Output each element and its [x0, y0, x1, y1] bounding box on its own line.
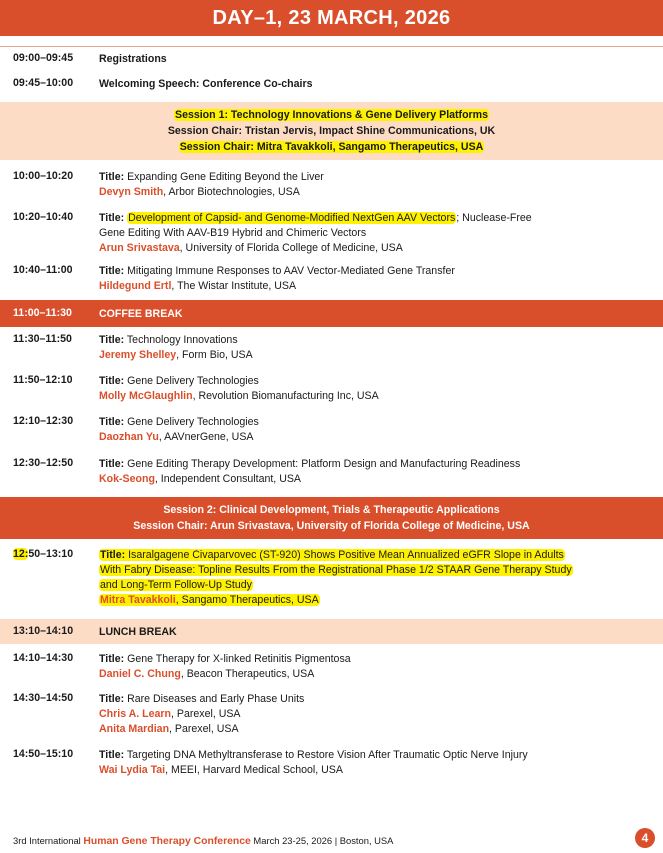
- agenda-row: [0, 748, 663, 782]
- coffee-break-band: [0, 300, 663, 327]
- session-title: Session 2: Clinical Development, Trials & Therapeutic Applications: [163, 504, 500, 516]
- talk-title: Gene Therapy for X-linked Retinitis Pigmentosa: [127, 653, 351, 665]
- time-slot-rest: 50–13:10: [28, 548, 74, 560]
- day-banner: DAY–1, 23 MARCH, 2026: [0, 0, 663, 36]
- speaker-affiliation: , Arbor Biotechnologies, USA: [163, 186, 300, 198]
- title-label: Title:: [100, 549, 126, 561]
- time-slot: 09:00–09:45: [13, 52, 74, 64]
- title-label: Title:: [99, 458, 125, 470]
- speaker-affiliation: , AAVnerGene, USA: [158, 431, 254, 443]
- speaker-affiliation: , Revolution Biomanufacturing Inc, USA: [192, 390, 379, 402]
- time-slot: 11:30–11:50: [13, 333, 72, 345]
- title-label: Title:: [99, 749, 125, 761]
- speaker-affiliation: , The Wistar Institute, USA: [171, 280, 297, 292]
- time-slot: 14:50–15:10: [13, 748, 74, 760]
- title-label: Title:: [99, 653, 125, 665]
- page-number: 4: [635, 828, 655, 848]
- agenda-row: [0, 264, 663, 298]
- talk-title-continued: Gene Editing With AAV-B19 Hybrid and Chimeric Vectors: [99, 227, 367, 239]
- title-label: Title:: [99, 375, 125, 387]
- speaker-name: Daniel C. Chung: [99, 668, 181, 680]
- session-chair: Session Chair: Arun Srivastava, University of Florida College of Medicine, USA: [133, 520, 530, 532]
- title-label: Title:: [99, 212, 125, 224]
- time-slot-highlighted: 12:: [13, 548, 29, 560]
- time-slot: 14:30–14:50: [13, 692, 74, 704]
- speaker-name: Jeremy Shelley: [99, 349, 177, 361]
- time-slot: 10:20–10:40: [13, 211, 74, 223]
- time-slot: 10:00–10:20: [13, 170, 74, 182]
- break-label: COFFEE BREAK: [99, 308, 183, 320]
- time-slot: 13:10–14:10: [13, 625, 74, 637]
- agenda-item: Welcoming Speech: Conference Co-chairs: [99, 78, 313, 90]
- talk-title: Gene Editing Therapy Development: Platform Design and Manufacturing Readiness: [127, 458, 521, 470]
- time-slot: 11:50–12:10: [13, 374, 73, 386]
- talk-title: Gene Delivery Technologies: [127, 416, 259, 428]
- footer-prefix: 3rd International: [13, 835, 84, 846]
- talk-title-rest: ; Nuclease-Free: [456, 212, 532, 224]
- speaker-name: Chris A. Learn: [99, 708, 172, 720]
- talk-title: Rare Diseases and Early Phase Units: [127, 693, 305, 705]
- title-label: Title:: [99, 416, 125, 428]
- agenda-row: [0, 170, 663, 204]
- session-chair: Session Chair: Tristan Jervis, Impact Shine Communications, UK: [167, 125, 496, 137]
- talk-title-highlighted: Development of Capsid- and Genome-Modified NextGen AAV Vectors: [128, 212, 456, 224]
- speaker-name: Kok-Seong: [99, 473, 155, 485]
- time-slot: 14:10–14:30: [13, 652, 74, 664]
- speaker-affiliation: , Independent Consultant, USA: [154, 473, 301, 485]
- page-footer: [13, 835, 393, 847]
- time-slot: 09:45–10:00: [13, 77, 74, 89]
- agenda-row: [0, 457, 663, 491]
- speaker-name: Hildegund Ertl: [99, 280, 172, 292]
- speaker-affiliation: , MEEI, Harvard Medical School, USA: [165, 764, 343, 776]
- title-label: Title:: [99, 693, 125, 705]
- agenda-row: [0, 52, 663, 70]
- agenda-item: Registrations: [99, 53, 167, 65]
- talk-title: Gene Delivery Technologies: [127, 375, 259, 387]
- speaker-name: Anita Mardian: [99, 723, 170, 735]
- speaker-affiliation: , Parexel, USA: [171, 708, 241, 720]
- conference-name: Human Gene Therapy Conference: [83, 836, 251, 847]
- speaker-name: Molly McGlaughlin: [99, 390, 193, 402]
- talk-title-continued: With Fabry Disease: Topline Results From the Registrational Phase 1/2 STAAR Gene Therapy Study: [100, 564, 572, 576]
- title-label: Title:: [99, 265, 125, 277]
- title-label: Title:: [99, 334, 125, 346]
- talk-title: Targeting DNA Methyltransferase to Restore Vision After Traumatic Optic Nerve Injury: [126, 749, 528, 761]
- time-slot: 10:40–11:00: [13, 264, 73, 276]
- session-1-header: [0, 102, 663, 160]
- session-chair: Session Chair: Mitra Tavakkoli, Sangamo Therapeutics, USA: [179, 141, 484, 153]
- talk-title: Isaralgagene Civaparvovec (ST-920) Shows Positive Mean Annualized eGFR Slope in Adults: [128, 549, 564, 561]
- speaker-name: Mitra Tavakkoli: [100, 594, 176, 606]
- time-slot: 12:30–12:50: [13, 457, 74, 469]
- speaker-name: Arun Srivastava: [99, 242, 180, 254]
- speaker-name: Devyn Smith: [99, 186, 164, 198]
- speaker-affiliation: , Parexel, USA: [169, 723, 239, 735]
- footer-details: March 23-25, 2026 | Boston, USA: [250, 835, 394, 846]
- title-label: Title:: [99, 171, 125, 183]
- agenda-row: [0, 692, 663, 740]
- time-slot: 11:00–11:30: [13, 307, 72, 319]
- talk-title: Technology Innovations: [126, 334, 238, 346]
- agenda-row: [0, 415, 663, 449]
- time-slot: [13, 548, 73, 560]
- break-label: LUNCH BREAK: [99, 626, 177, 638]
- speaker-affiliation: , Beacon Therapeutics, USA: [180, 668, 315, 680]
- session-2-header: [0, 497, 663, 539]
- agenda-row: [0, 333, 663, 367]
- agenda-row: [0, 652, 663, 686]
- agenda-row: [0, 77, 663, 95]
- talk-title: Mitigating Immune Responses to AAV Vector-Mediated Gene Transfer: [127, 265, 455, 277]
- time-slot: 12:10–12:30: [13, 415, 74, 427]
- speaker-name: Wai Lydia Tai: [99, 764, 166, 776]
- talk-title: Expanding Gene Editing Beyond the Liver: [127, 171, 324, 183]
- agenda-row: [0, 374, 663, 408]
- agenda-row: [0, 548, 663, 612]
- speaker-affiliation: , University of Florida College of Medicine, USA: [179, 242, 403, 254]
- speaker-affiliation: , Form Bio, USA: [176, 349, 253, 361]
- talk-title-continued: and Long-Term Follow-Up Study: [100, 579, 252, 591]
- session-title: Session 1: Technology Innovations & Gene Delivery Platforms: [175, 109, 488, 121]
- divider: [0, 46, 663, 47]
- speaker-name: Daozhan Yu: [99, 431, 159, 443]
- speaker-affiliation: , Sangamo Therapeutics, USA: [175, 594, 319, 606]
- lunch-break-band: [0, 619, 663, 644]
- agenda-row: [0, 211, 663, 259]
